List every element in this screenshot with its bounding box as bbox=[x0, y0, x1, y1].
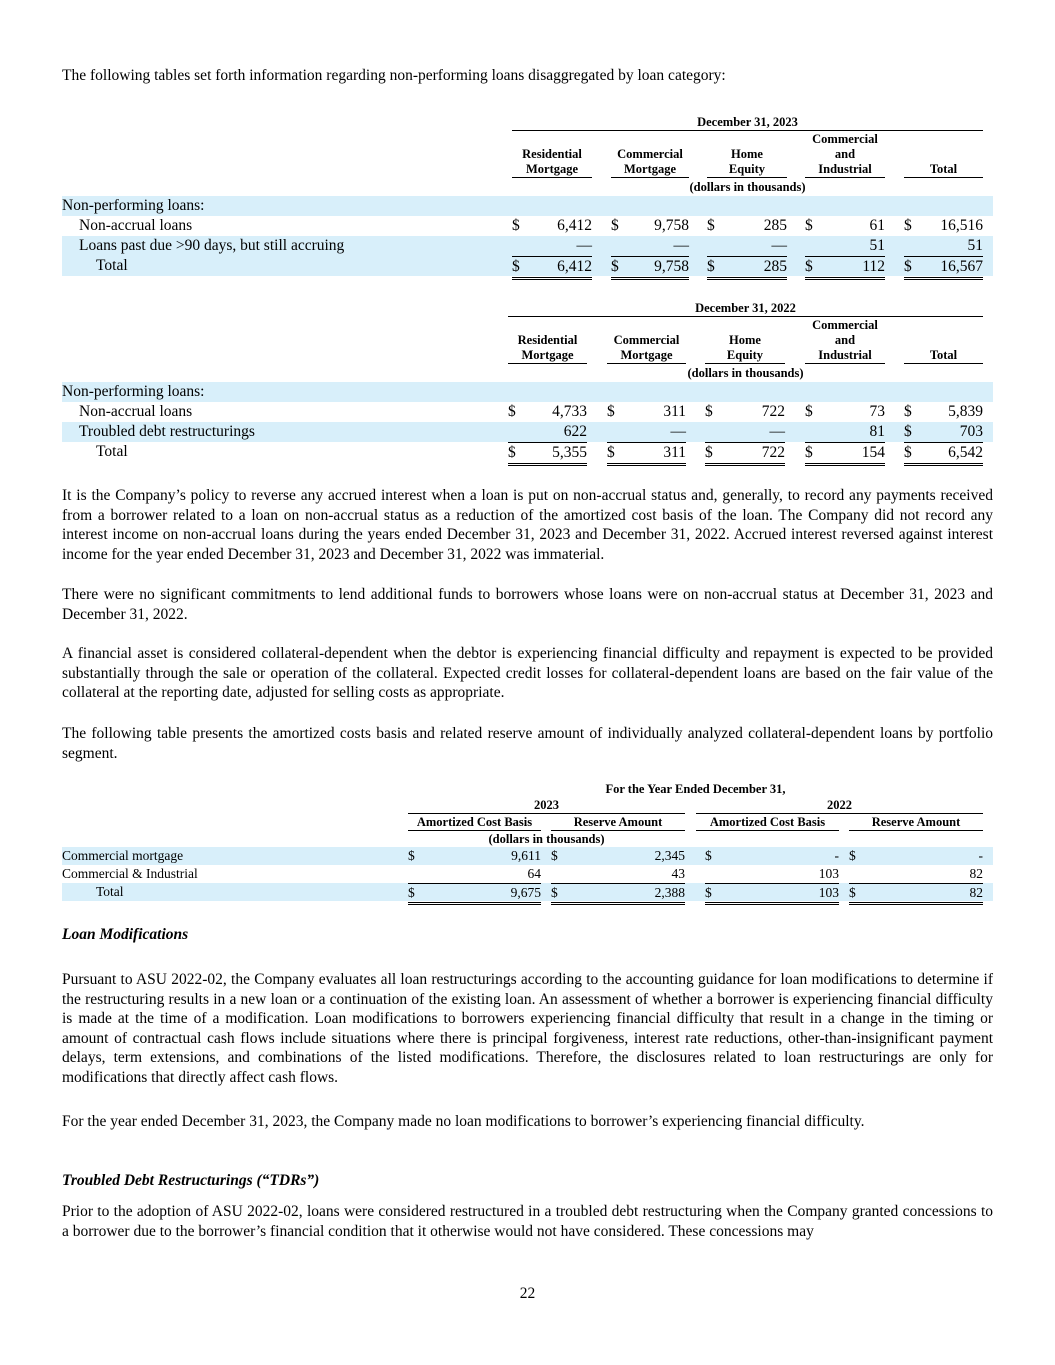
column-header-line3: Mortgage bbox=[512, 162, 592, 178]
cell-value: 285 bbox=[763, 217, 787, 234]
table-row-total bbox=[62, 442, 993, 462]
column-header-line2: Home bbox=[731, 147, 763, 161]
cell-value: 722 bbox=[761, 444, 785, 461]
column-header-line1 bbox=[607, 318, 686, 333]
cell-value: 285 bbox=[763, 258, 787, 275]
table-row-total bbox=[62, 256, 993, 276]
cell-value: 703 bbox=[959, 423, 983, 440]
dollar-sign: $ bbox=[705, 444, 713, 461]
section-label: Non-performing loans: bbox=[62, 383, 205, 400]
cell-value: — bbox=[769, 423, 785, 440]
cell-value: — bbox=[673, 237, 689, 254]
cell-value: 9,611 bbox=[511, 848, 541, 863]
column-header-line1: Commercial bbox=[812, 132, 878, 146]
heading-tdrs: Troubled Debt Restructurings (“TDRs”) bbox=[62, 1172, 320, 1189]
dollar-sign: $ bbox=[705, 848, 712, 863]
paragraph-no-modifications: For the year ended December 31, 2023, the Company made no loan modifications to borrower’s experiencing financial difficulty. bbox=[62, 1113, 865, 1130]
paragraph-table-intro: The following table presents the amortized costs basis and related reserve amount of individually analyzed collateral-dependent loans by portfolio segment. bbox=[62, 725, 993, 762]
dollar-sign: $ bbox=[512, 258, 520, 275]
column-header: Amortized Cost Basis bbox=[696, 815, 839, 831]
section-row bbox=[62, 196, 993, 216]
row-label: Troubled debt restructurings bbox=[79, 423, 255, 440]
table-row bbox=[62, 402, 993, 422]
dollar-sign: $ bbox=[551, 848, 558, 863]
intro-text: The following tables set forth information regarding non-performing loans disaggregated by loan category: bbox=[62, 67, 726, 84]
cell-value: 2,345 bbox=[654, 848, 685, 863]
cell-value: 622 bbox=[563, 423, 587, 440]
page-number: 22 bbox=[519, 1285, 536, 1302]
cell-value: 5,355 bbox=[552, 444, 587, 461]
dollar-sign: $ bbox=[512, 217, 520, 234]
column-header-line2 bbox=[904, 147, 983, 162]
dollar-sign: $ bbox=[705, 885, 712, 900]
cell-value: 9,758 bbox=[654, 217, 689, 234]
column-header: Reserve Amount bbox=[551, 815, 685, 831]
dollar-sign: $ bbox=[904, 403, 912, 420]
column-header-line2: Residential bbox=[522, 147, 582, 161]
cell-value: 2,388 bbox=[654, 885, 685, 900]
paragraph-asu-2022-02: Pursuant to ASU 2022-02, the Company evaluates all loan restructurings according to the accounting guidance for loan modifications to determine if the restructuring results in a new loan or a continuation of the existing loan. An assessment of whether a borrower is experiencing financial difficulty is made at the time of a modification. Loan modifications to borrowers experiencing financial difficulty that result in a change in the timing or amount of contractual cash flows include situations where there is principal forgiveness, interest rate reductions, other-than-insignificant payment delays, term extensions, and combinations of the listed modifications. Therefore, the disclosures related to loan restructurings are only for modifications that directly affect cash flows. bbox=[62, 971, 993, 1086]
dollar-sign: $ bbox=[607, 444, 615, 461]
paragraph-accrued-interest: It is the Company’s policy to reverse any accrued interest when a loan is put on non-accrual status and, generally, to record any payments received from a borrower related to a loan on non-accrual status as a reduction of the amortized cost basis of the loan. The Company did not record any interest income on non-accrual loans during the years ended December 31, 2023 and December 31, 2022. Accrued interest reversed against interest income for the year ended December 31, 2023 and December 31, 2022 was immaterial. bbox=[62, 487, 993, 563]
cell-value: — bbox=[771, 237, 787, 254]
row-label: Loans past due >90 days, but still accruing bbox=[79, 237, 345, 254]
dollar-sign: $ bbox=[408, 885, 415, 900]
column-header-line1 bbox=[508, 318, 587, 333]
column-header-line3: Mortgage bbox=[508, 348, 587, 364]
dollar-sign: $ bbox=[551, 885, 558, 900]
cell-value: 6,542 bbox=[948, 444, 983, 461]
year-header-2023: 2023 bbox=[408, 798, 685, 814]
column-header-line2 bbox=[904, 333, 983, 348]
column-header-line2: and bbox=[834, 333, 856, 347]
cell-value: 51 bbox=[967, 237, 983, 254]
table-row bbox=[62, 216, 993, 236]
dollar-sign: $ bbox=[805, 444, 813, 461]
row-label: Non-accrual loans bbox=[79, 217, 193, 234]
cell-value: 64 bbox=[527, 866, 541, 881]
column-header-line1 bbox=[904, 132, 983, 147]
column-header-line1 bbox=[512, 132, 592, 147]
dollar-sign: $ bbox=[904, 217, 912, 234]
row-label: Total bbox=[96, 257, 128, 274]
dollar-sign: $ bbox=[805, 258, 813, 275]
cell-value: 16,567 bbox=[940, 258, 983, 275]
year-header-2022: 2022 bbox=[696, 798, 983, 814]
cell-value: 82 bbox=[969, 885, 983, 900]
column-header-line2: Commercial bbox=[613, 333, 680, 347]
column-header-line3: Industrial bbox=[805, 162, 885, 178]
column-header-line2: and bbox=[834, 147, 856, 161]
cell-value: 73 bbox=[869, 403, 885, 420]
column-header-line2: Commercial bbox=[617, 147, 683, 161]
dollar-sign: $ bbox=[707, 217, 715, 234]
dollar-sign: $ bbox=[904, 258, 912, 275]
section-label: Non-performing loans: bbox=[62, 197, 205, 214]
column-header-line1 bbox=[904, 318, 983, 333]
column-header-line3: Total bbox=[904, 162, 983, 178]
table-row bbox=[62, 422, 993, 442]
row-label: Non-accrual loans bbox=[79, 403, 193, 420]
paragraph-collateral-dependent: A financial asset is considered collateral-dependent when the debtor is experiencing financial difficulty and repayment is expected to be provided substantially through the sale or operation of the collateral. Expected credit losses for collateral-dependent loans are based on the fair value of the collateral at the reporting date, adjusted for selling costs as appropriate. bbox=[62, 645, 993, 702]
row-label: Total bbox=[96, 884, 124, 899]
table-units: (dollars in thousands) bbox=[488, 832, 605, 846]
dollar-sign: $ bbox=[508, 403, 516, 420]
cell-value: - bbox=[834, 848, 839, 863]
cell-value: 9,758 bbox=[654, 258, 689, 275]
row-label: Commercial & Industrial bbox=[62, 866, 198, 881]
table-period-header: For the Year Ended December 31, bbox=[605, 782, 786, 796]
cell-value: 154 bbox=[861, 444, 885, 461]
cell-value: 82 bbox=[969, 866, 983, 881]
column-header-line2: Residential bbox=[517, 333, 578, 347]
cell-value: 61 bbox=[869, 217, 885, 234]
cell-value: 16,516 bbox=[940, 217, 983, 234]
cell-value: 6,412 bbox=[557, 217, 592, 234]
cell-value: 43 bbox=[671, 866, 685, 881]
column-header-line3: Equity bbox=[707, 162, 787, 178]
table-period-header: December 31, 2023 bbox=[512, 115, 983, 131]
cell-value: 5,839 bbox=[948, 403, 983, 420]
column-header-line1 bbox=[705, 318, 785, 333]
cell-value: 311 bbox=[663, 444, 686, 461]
table-row bbox=[62, 865, 993, 883]
table-units: (dollars in thousands) bbox=[687, 366, 804, 380]
column-header-line1 bbox=[611, 132, 689, 147]
row-label: Commercial mortgage bbox=[62, 848, 184, 863]
cell-value: 112 bbox=[862, 258, 885, 275]
dollar-sign: $ bbox=[849, 885, 856, 900]
cell-value: 103 bbox=[818, 866, 839, 881]
dollar-sign: $ bbox=[705, 403, 713, 420]
section-row bbox=[62, 382, 993, 402]
column-header-line2: Home bbox=[729, 333, 761, 347]
dollar-sign: $ bbox=[805, 217, 813, 234]
cell-value: 311 bbox=[663, 403, 686, 420]
table-row-total bbox=[62, 883, 993, 901]
dollar-sign: $ bbox=[849, 848, 856, 863]
cell-value: 51 bbox=[869, 237, 885, 254]
cell-value: 722 bbox=[761, 403, 785, 420]
column-header: Amortized Cost Basis bbox=[408, 815, 541, 831]
dollar-sign: $ bbox=[904, 444, 912, 461]
paragraph-commitments: There were no significant commitments to lend additional funds to borrowers whose loans were on non-accrual status at December 31, 2023 and December 31, 2022. bbox=[62, 586, 993, 623]
cell-value: 9,675 bbox=[510, 885, 541, 900]
heading-loan-modifications: Loan Modifications bbox=[62, 926, 189, 943]
column-header: Reserve Amount bbox=[849, 815, 983, 831]
column-header-line1: Commercial bbox=[812, 318, 878, 332]
cell-value: - bbox=[978, 848, 983, 863]
cell-value: 6,412 bbox=[557, 258, 592, 275]
dollar-sign: $ bbox=[408, 848, 415, 863]
row-label: Total bbox=[96, 443, 128, 460]
dollar-sign: $ bbox=[607, 403, 615, 420]
paragraph-tdr-prior: Prior to the adoption of ASU 2022-02, loans were considered restructured in a troubled debt restructuring when the Company granted concessions to a borrower due to the borrower’s financial condition that it otherwise would not have considered. These concessions may bbox=[62, 1203, 993, 1240]
table-units: (dollars in thousands) bbox=[689, 180, 806, 194]
cell-value: — bbox=[576, 237, 592, 254]
column-header-line3: Mortgage bbox=[607, 348, 686, 364]
column-header-line1 bbox=[707, 132, 787, 147]
column-header-line3: Mortgage bbox=[611, 162, 689, 178]
dollar-sign: $ bbox=[508, 444, 516, 461]
dollar-sign: $ bbox=[707, 258, 715, 275]
table-row bbox=[62, 847, 993, 865]
dollar-sign: $ bbox=[611, 258, 619, 275]
dollar-sign: $ bbox=[805, 403, 813, 420]
column-header-line3: Equity bbox=[705, 348, 785, 364]
column-header-line3: Industrial bbox=[805, 348, 885, 364]
table-row bbox=[62, 236, 993, 256]
table-period-header: December 31, 2022 bbox=[508, 301, 983, 317]
cell-value: — bbox=[670, 423, 686, 440]
column-header-line3: Total bbox=[904, 348, 983, 364]
dollar-sign: $ bbox=[904, 423, 912, 440]
dollar-sign: $ bbox=[611, 217, 619, 234]
cell-value: 81 bbox=[869, 423, 885, 440]
cell-value: 4,733 bbox=[552, 403, 587, 420]
cell-value: 103 bbox=[818, 885, 839, 900]
